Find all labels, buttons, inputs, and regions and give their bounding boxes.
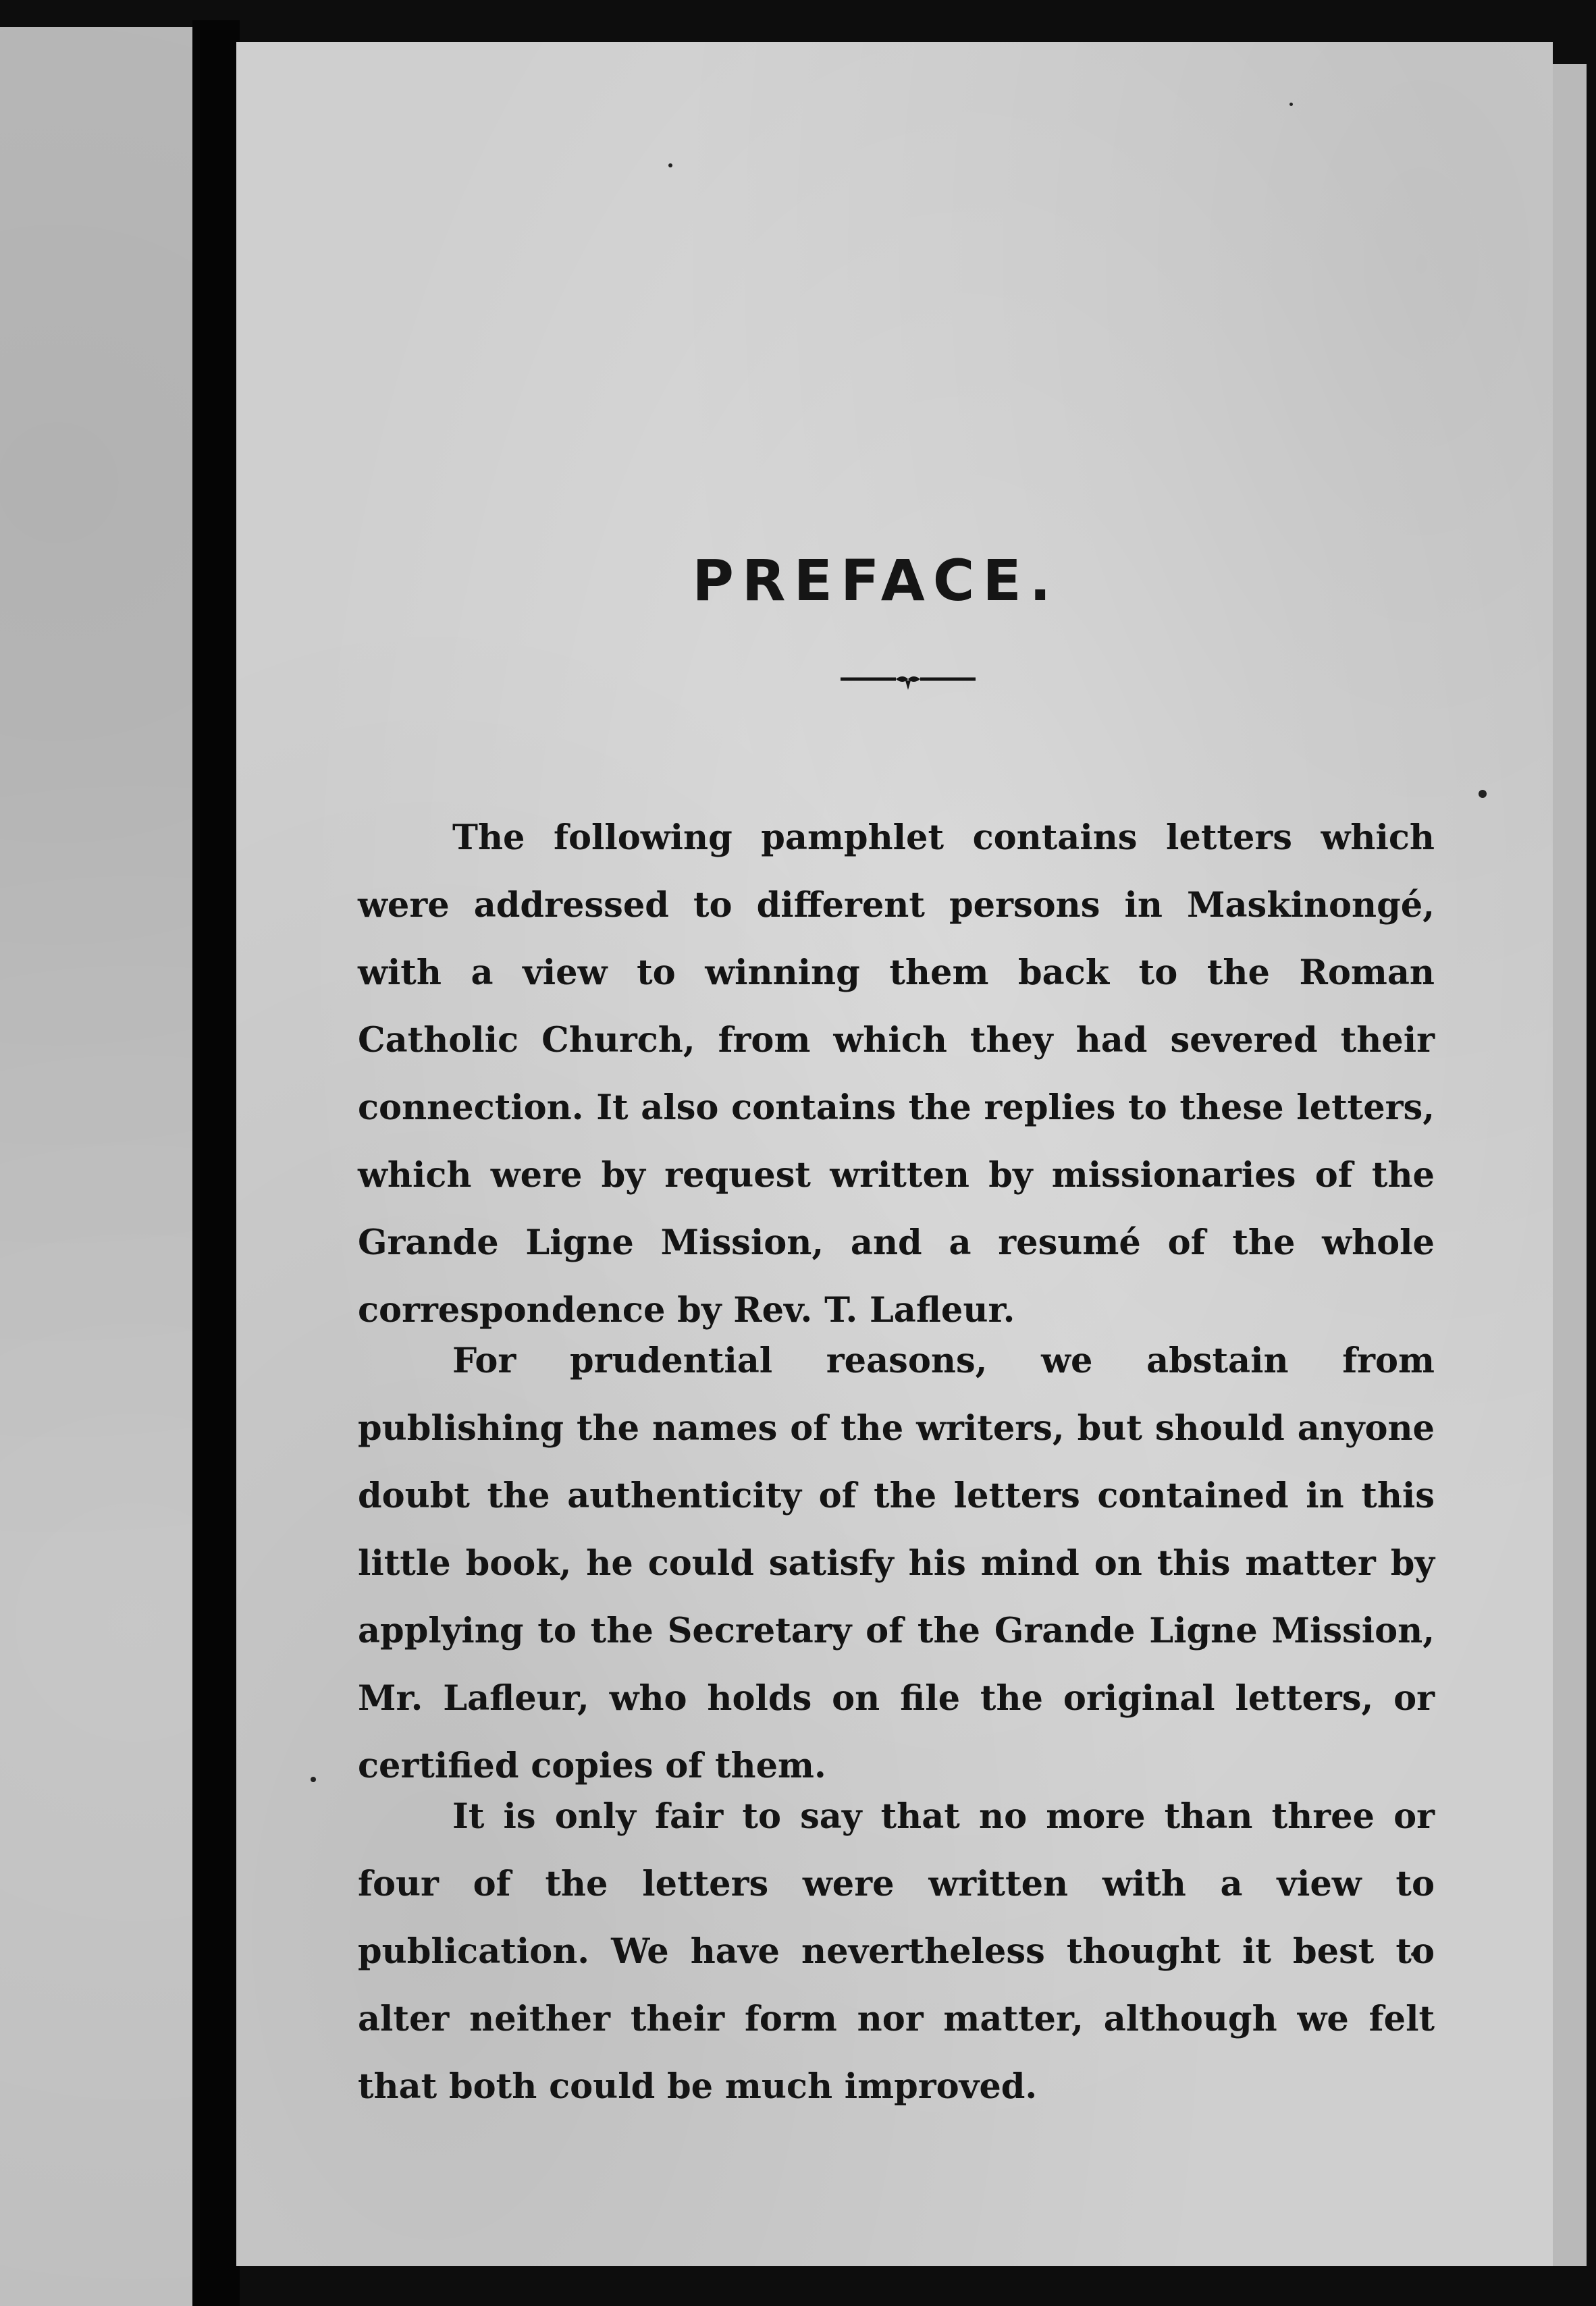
preface-paragraph-2: For prudential reasons, we abstain from publishing the names of the writers, but should anyone doubt the authenticity of the letters contained in this little book, he could satisfy his mind on this matter by applying to the Secretary of the Grande Ligne Mission, Mr. Lafleur, who holds on file the original letters, or certified copies of them. bbox=[358, 1341, 1435, 1786]
preface-paragraph-1: The following pamphlet contains letters which were addressed to different persons in Maskinongé, with a view to winning them back to the Roman Catholic Church, from which they had severed their connection. It also contains the replies to these letters, which were by request written by missionaries of the Grande Ligne Mission, and a resumé of the whole correspondence by Rev. T. Lafleur. bbox=[358, 817, 1435, 1331]
fleuron-rule-icon bbox=[841, 668, 976, 695]
binding-gutter bbox=[192, 20, 240, 2306]
previous-leaf-edge bbox=[0, 27, 192, 2306]
preface-paragraph-3: It is only fair to say that no more than three or four of the letters were written with a view to publication. We have nevertheless thought it best to alter neither their form nor matter, although we felt that both could be much improved. bbox=[358, 1796, 1435, 2107]
page-title: PREFACE. bbox=[692, 547, 1059, 614]
